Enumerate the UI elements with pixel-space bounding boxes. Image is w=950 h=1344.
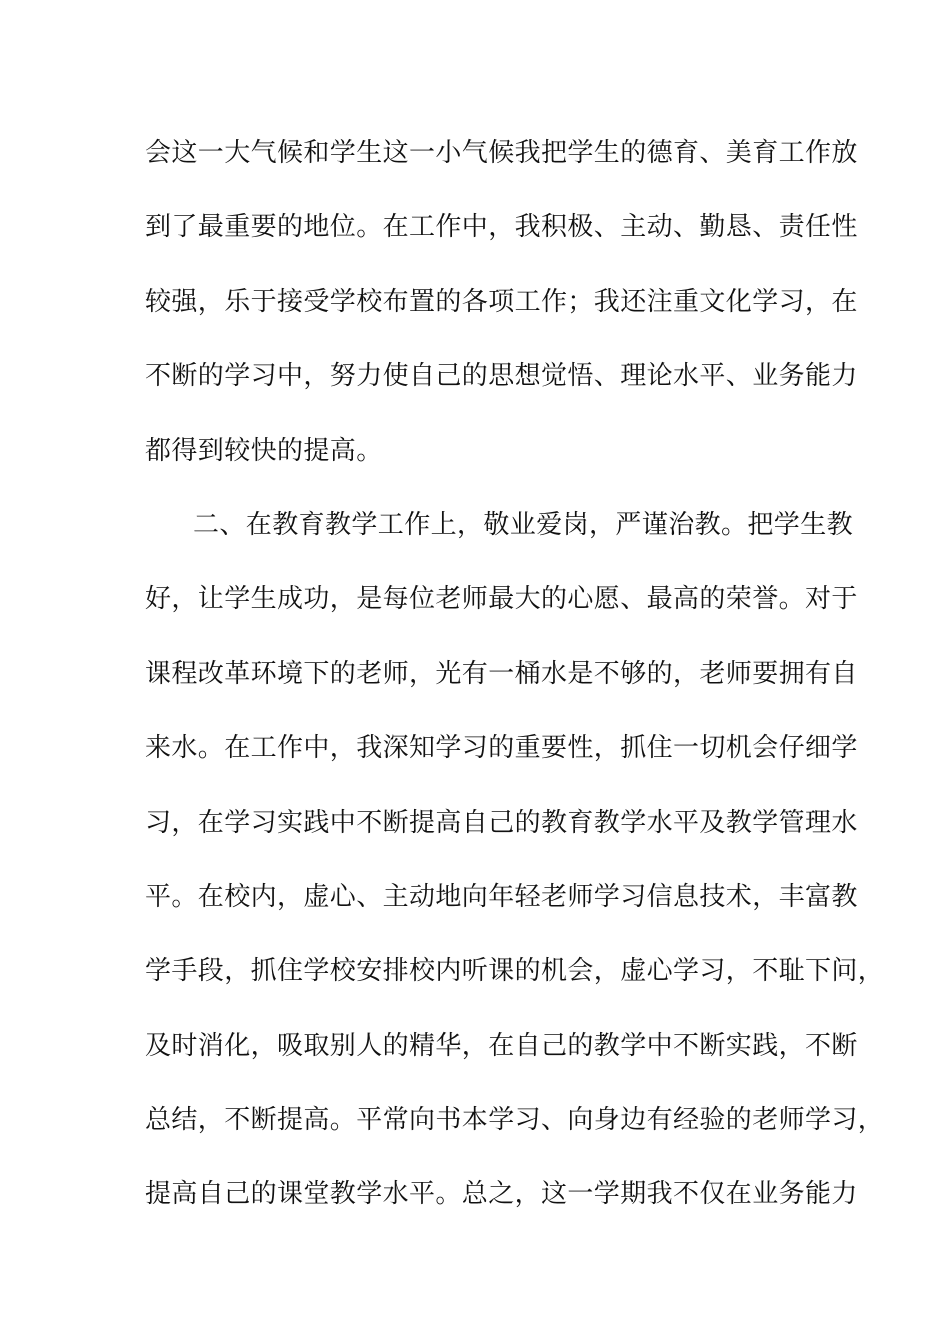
body-text [145,133,885,1249]
text-line: 不断的学习中，努力使自己的思想觉悟、理论水平、业务能力 [145,361,858,392]
text-line: 及时消化，吸取别人的精华，在自己的教学中不断实践，不断 [145,1030,858,1061]
text-line: 课程改革环境下的老师，光有一桶水是不够的，老师要拥有自 [145,658,858,689]
text-line: 习，在学习实践中不断提高自己的教育教学水平及教学管理水 [145,807,858,838]
text-line: 到了最重要的地位。在工作中，我积极、主动、勤恳、责任性 [145,212,858,243]
text-line: 提高自己的课堂教学水平。总之，这一学期我不仅在业务能力 [145,1179,858,1210]
text-line: 平。在校内，虚心、主动地向年轻老师学习信息技术，丰富教 [145,881,858,912]
text-line: 会这一大气候和学生这一小气候我把学生的德育、美育工作放 [145,138,858,168]
text-line: 学手段，抓住学校安排校内听课的机会，虚心学习，不耻下问， [145,956,885,987]
text-line: 都得到较快的提高。 [145,435,383,466]
text-line: 好，让学生成功，是每位老师最大的心愿、最高的荣誉。对于 [145,584,858,615]
paragraph-start-line: 二、在教育教学工作上，敬业爱岗，严谨治教。把学生教 [193,509,854,540]
text-line: 较强，乐于接受学校布置的各项工作；我还注重文化学习，在 [145,286,858,317]
text-line: 来水。在工作中，我深知学习的重要性，抓住一切机会仔细学 [145,733,858,764]
text-line: 总结，不断提高。平常向书本学习、向身边有经验的老师学习， [145,1105,885,1136]
